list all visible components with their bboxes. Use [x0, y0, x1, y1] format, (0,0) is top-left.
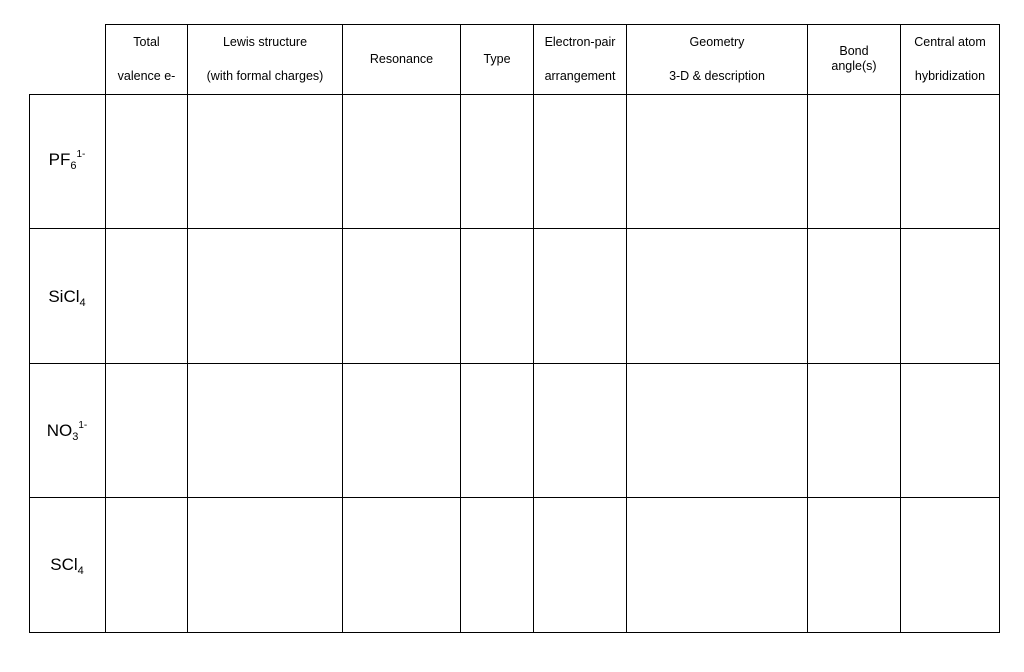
header-hybridization: [901, 24, 999, 95]
row-divider: [29, 228, 1000, 229]
column-divider: [807, 24, 808, 633]
column-divider: [105, 24, 106, 633]
column-divider: [626, 24, 627, 633]
header-two-line: [808, 44, 900, 74]
formula-base: NO: [46, 421, 73, 440]
column-divider: [460, 24, 461, 633]
formula-subscript: 4: [79, 297, 86, 309]
row-label-scl4: [29, 555, 105, 575]
header-line-2: hybridization: [914, 69, 986, 83]
column-divider: [900, 24, 901, 633]
header-line-2: 3-D & description: [669, 69, 765, 83]
formula-subscript: 4: [77, 565, 84, 577]
header-line-2: angle(s): [831, 59, 877, 73]
table-left-border: [29, 94, 30, 633]
row-label-sicl4: [29, 287, 105, 307]
header-line-1: Central atom: [914, 35, 986, 49]
column-divider: [187, 24, 188, 633]
header-line-2: (with formal charges): [206, 69, 324, 83]
header-line-1: Total: [133, 35, 160, 49]
header-line-1: Bond: [839, 44, 869, 58]
table-bottom-border: [29, 632, 1000, 633]
row-label-no3: [29, 421, 105, 441]
header-type: [461, 24, 533, 95]
header-line-1: Geometry: [689, 35, 745, 49]
header-geometry: [627, 24, 807, 95]
formula-base: PF: [48, 150, 71, 169]
header-line-2: arrangement: [544, 69, 616, 83]
formula-subscript: 6: [70, 160, 77, 172]
formula-charge: 1-: [78, 420, 88, 431]
column-divider: [533, 24, 534, 633]
row-label-pf6: [29, 150, 105, 170]
header-line-2: valence e-: [117, 69, 176, 83]
formula-subscript: 3: [72, 431, 79, 443]
table-right-border: [999, 24, 1000, 633]
header-bond-angles: [808, 24, 900, 95]
formula-charge: 1-: [76, 149, 86, 160]
header-electron-pair: [534, 24, 626, 95]
column-divider: [342, 24, 343, 633]
formula-base: SCl: [50, 555, 78, 574]
row-divider: [29, 363, 1000, 364]
header-lewis-structure: [188, 24, 342, 95]
formula-base: SiCl: [48, 287, 80, 306]
header-resonance: [343, 24, 460, 95]
row-divider: [29, 497, 1000, 498]
header-line-1: Electron-pair: [544, 35, 616, 49]
header-line-1: Lewis structure: [222, 35, 308, 49]
header-line-1: Resonance: [369, 52, 434, 66]
header-total-valence: [106, 24, 187, 95]
header-line-1: Type: [483, 52, 511, 66]
